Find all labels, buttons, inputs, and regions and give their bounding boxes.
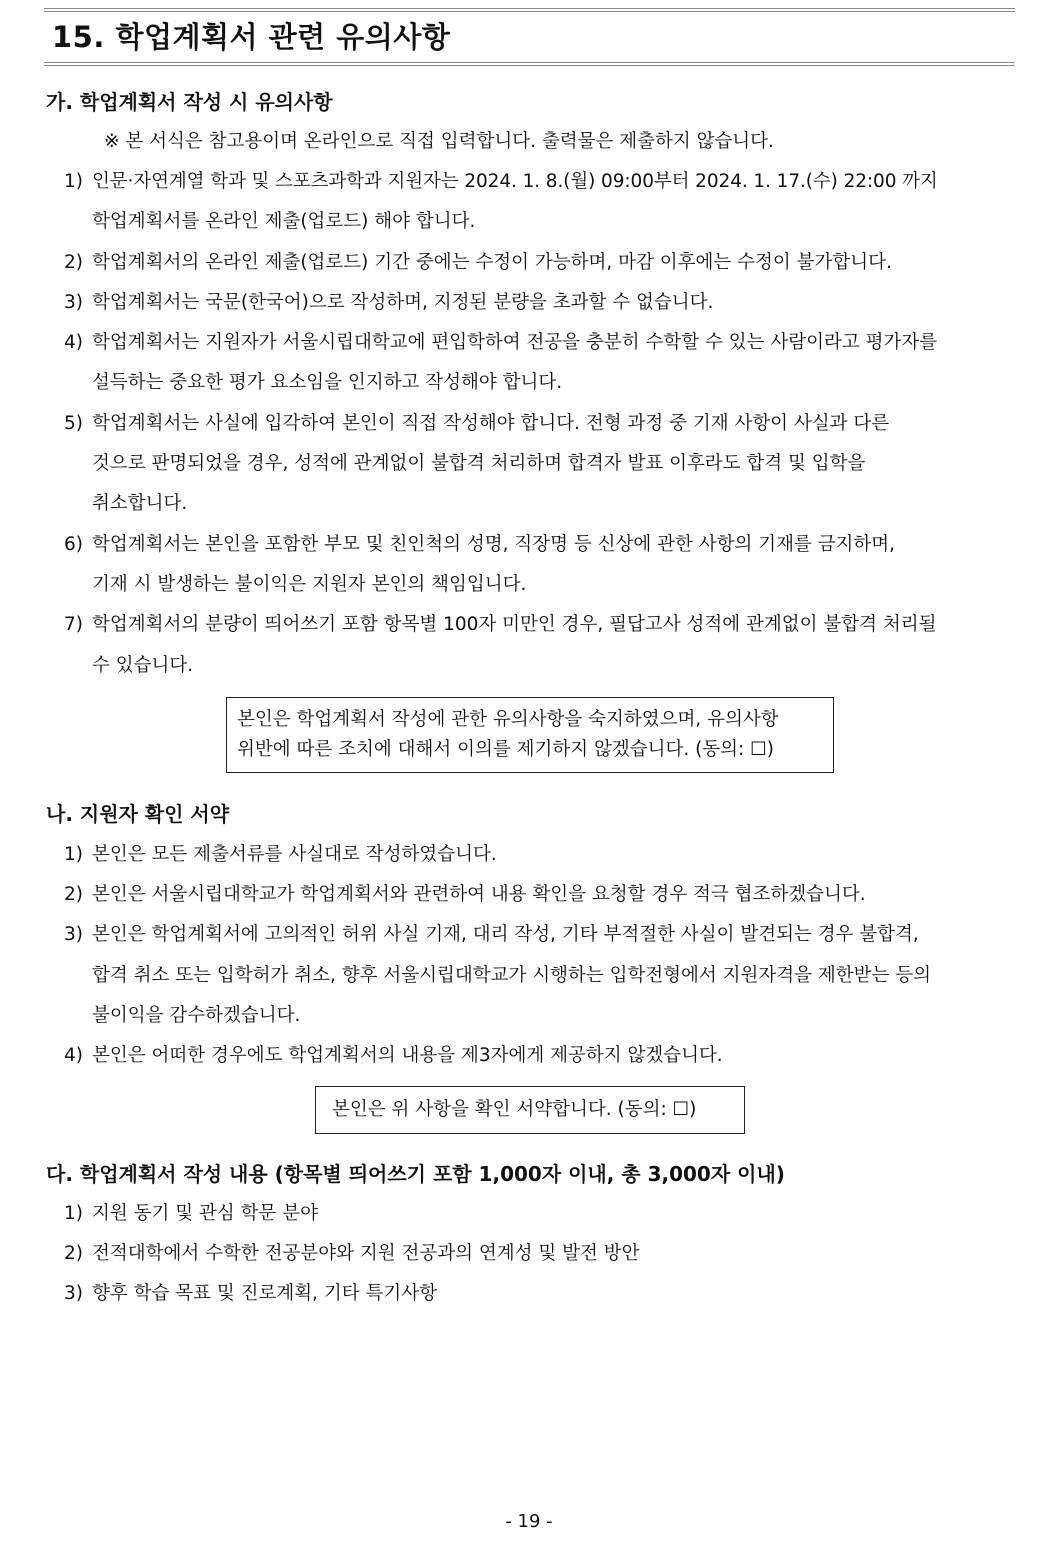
item-line: 학업계획서는 지원자가 서울시립대학교에 편입학하여 전공을 충분히 수학할 수 있는 사람이라고 평가자를 [92,332,938,353]
item-line: 것으로 판명되었을 경우, 성적에 관계없이 불합격 처리하며 합격자 발표 이후라도 합격 및 입학을 [92,453,866,474]
section-a-heading: 가. 학업계획서 작성 시 유의사항 [46,90,333,114]
agreement-line: 본인은 학업계획서 작성에 관한 유의사항을 숙지하였으며, 유의사항 [237,709,779,730]
agreement-box-notice [226,697,834,773]
title-block [44,8,1015,66]
section-a-note: ※ 본 서식은 참고용이며 온라인으로 직접 입력합니다. 출력물은 제출하지 않습니다. [104,131,774,152]
page-number: - 19 - [505,1511,553,1532]
item-number: 7) [64,614,83,635]
item-number: 1) [64,1203,83,1224]
item-number: 3) [64,924,83,945]
agreement-box-pledge [315,1086,745,1134]
item-number: 2) [64,252,83,273]
item-number: 4) [64,1045,83,1066]
item-line: 본인은 학업계획서에 고의적인 허위 사실 기재, 대리 작성, 기타 부적절한 사실이 발견되는 경우 불합격, [92,924,919,945]
item-line: 향후 학습 목표 및 진로계획, 기타 특기사항 [92,1283,437,1304]
item-line: 인문·자연계열 학과 및 스포츠과학과 지원자는 2024. 1. 8.(월) 09:00부터 2024. 1. 17.(수) 22:00 까지 [92,171,938,192]
item-line: 불이익을 감수하겠습니다. [92,1005,301,1026]
item-line: 학업계획서의 온라인 제출(업로드) 기간 중에는 수정이 가능하며, 마감 이후에는 수정이 불가합니다. [92,252,892,273]
item-line: 합격 취소 또는 입학허가 취소, 향후 서울시립대학교가 시행하는 입학전형에서 지원자격을 제한받는 등의 [92,965,932,986]
item-number: 6) [64,534,83,555]
item-number: 3) [64,1283,83,1304]
item-line: 전적대학에서 수학한 전공분야와 지원 전공과의 연계성 및 발전 방안 [92,1243,640,1264]
item-line: 학업계획서는 본인을 포함한 부모 및 친인척의 성명, 직장명 등 신상에 관한 사항의 기재를 금지하며, [92,534,896,555]
section-c-heading: 다. 학업계획서 작성 내용 (항목별 띄어쓰기 포함 1,000자 이내, 총 3,000자 이내) [46,1162,785,1186]
item-number: 2) [64,1243,83,1264]
item-number: 4) [64,332,83,353]
item-line: 기재 시 발생하는 불이익은 지원자 본인의 책임입니다. [92,574,527,595]
item-number: 3) [64,292,83,313]
item-line: 설득하는 중요한 평가 요소임을 인지하고 작성해야 합니다. [92,372,563,393]
agreement-line: 위반에 따른 조치에 대해서 이의를 제기하지 않겠습니다. (동의: ☐) [237,739,774,760]
item-line: 취소합니다. [92,493,188,514]
item-line: 본인은 서울시립대학교가 학업계획서와 관련하여 내용 확인을 요청할 경우 적극 협조하겠습니다. [92,884,866,905]
item-number: 5) [64,413,83,434]
item-line: 학업계획서는 국문(한국어)으로 작성하며, 지정된 분량을 초과할 수 없습니다. [92,292,714,313]
item-line: 학업계획서의 분량이 띄어쓰기 포함 항목별 100자 미만인 경우, 필답고사 성적에 관계없이 불합격 처리될 [92,614,937,635]
page-title: 15. 학업계획서 관련 유의사항 [52,20,451,54]
item-line: 본인은 모든 제출서류를 사실대로 작성하였습니다. [92,844,497,865]
item-line: 수 있습니다. [92,655,194,676]
title-rule-bottom [44,62,1015,66]
item-line: 본인은 어떠한 경우에도 학업계획서의 내용을 제3자에게 제공하지 않겠습니다. [92,1045,723,1066]
section-b-heading: 나. 지원자 확인 서약 [46,802,230,826]
item-line: 학업계획서를 온라인 제출(업로드) 해야 합니다. [92,211,476,232]
item-line: 학업계획서는 사실에 입각하여 본인이 직접 작성해야 합니다. 전형 과정 중 기재 사항이 사실과 다른 [92,413,890,434]
item-line: 지원 동기 및 관심 학문 분야 [92,1203,318,1224]
item-number: 1) [64,844,83,865]
item-number: 2) [64,884,83,905]
item-number: 1) [64,171,83,192]
agreement-line: 본인은 위 사항을 확인 서약합니다. (동의: ☐) [332,1099,697,1120]
